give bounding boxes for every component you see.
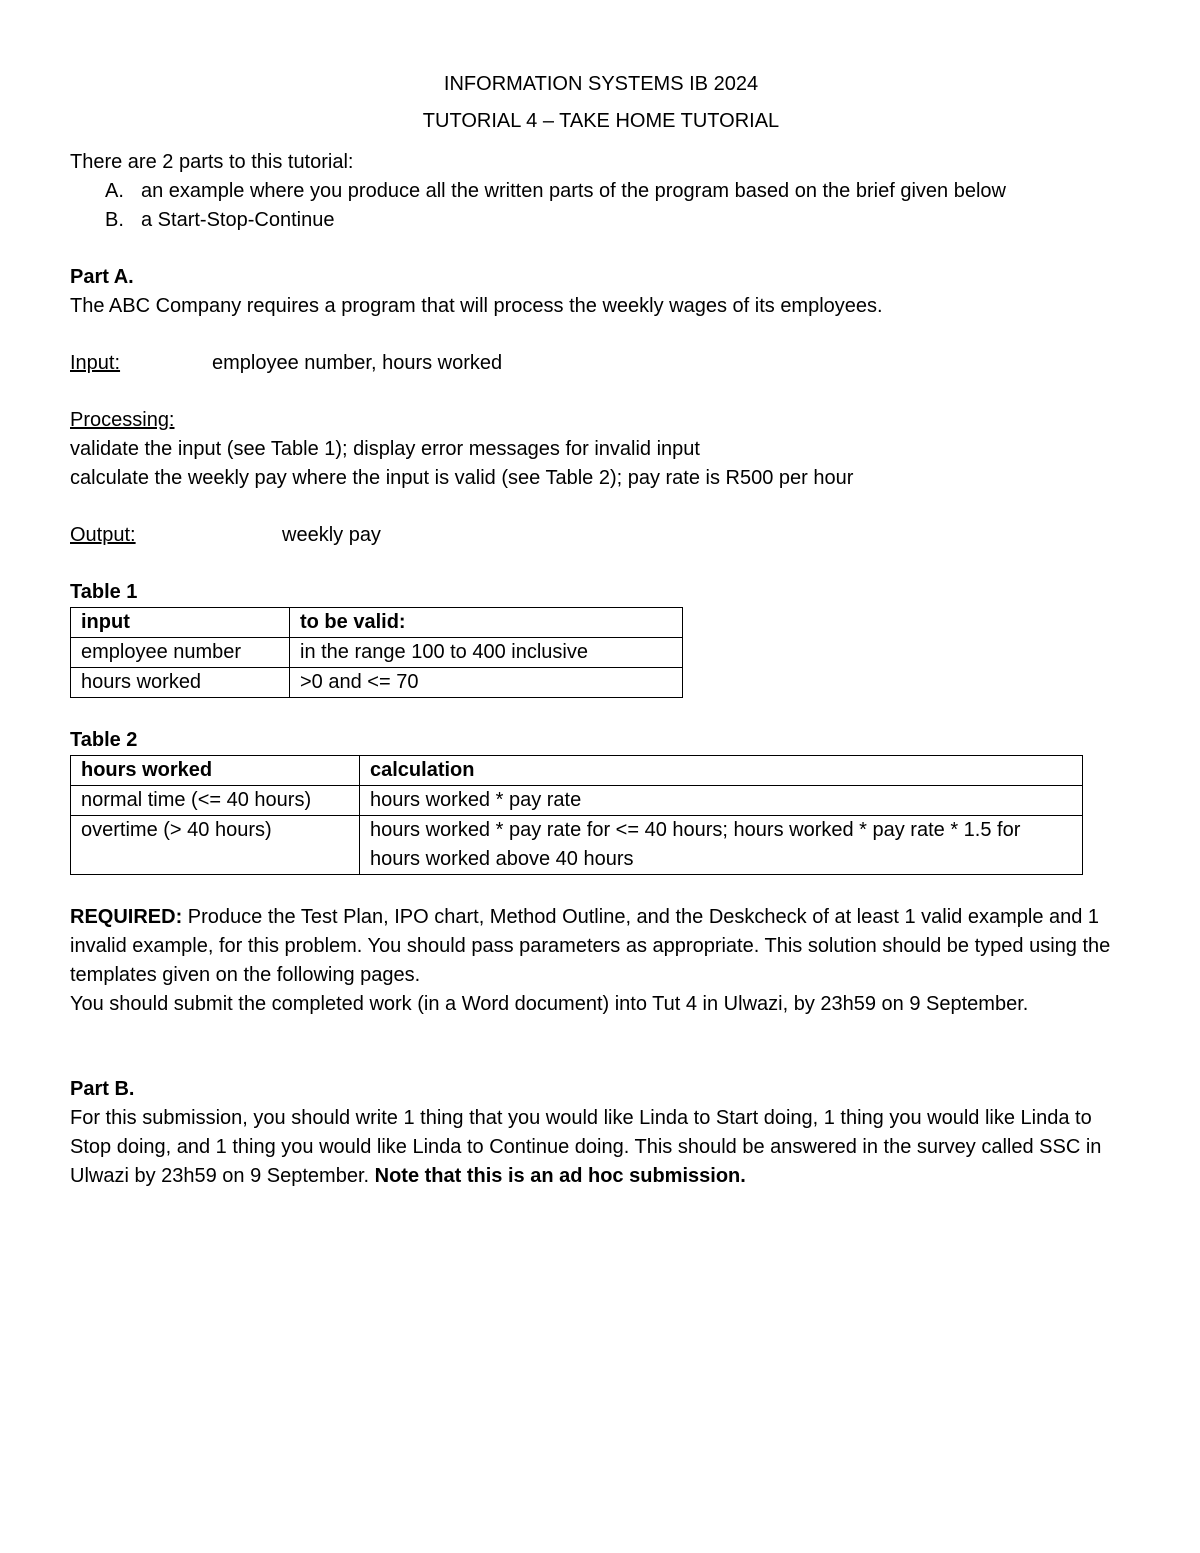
table-header-cell: hours worked	[71, 756, 360, 786]
output-line	[70, 521, 1132, 550]
required-label: REQUIRED:	[70, 906, 183, 928]
processing-label: Processing:	[70, 409, 175, 431]
parts-list	[70, 177, 1132, 235]
table-cell: in the range 100 to 400 inclusive	[290, 638, 683, 668]
list-item-text: a Start-Stop-Continue	[141, 209, 335, 231]
list-item	[105, 206, 1132, 235]
processing-line: validate the input (see Table 1); display error messages for invalid input	[70, 438, 700, 460]
table-cell: >0 and <= 70	[290, 668, 683, 698]
table2-title: Table 2	[70, 729, 138, 751]
table-cell: hours worked	[71, 668, 290, 698]
list-marker: A.	[105, 180, 124, 202]
table-row	[71, 816, 1083, 875]
list-item-text: an example where you produce all the written parts of the program based on the brief given below	[141, 180, 1006, 202]
document-page	[70, 70, 1132, 1191]
part-b-heading: Part B.	[70, 1078, 135, 1100]
input-label: Input:	[70, 352, 121, 374]
table-header-row	[71, 756, 1083, 786]
part-b-paragraph	[70, 1104, 1132, 1191]
required-text: Produce the Test Plan, IPO chart, Method Outline, and the Deskcheck of at least 1 valid example and 1 invalid example, for this problem. You should pass parameters as appropriate. This solution should be typed using the templates given on the following pages.	[70, 906, 1111, 986]
table-header-row	[71, 608, 683, 638]
table2	[70, 755, 1083, 875]
processing-line: calculate the weekly pay where the input is valid (see Table 2); pay rate is R500 per hour	[70, 467, 854, 489]
table-header-cell: to be valid:	[290, 608, 683, 638]
part-b-note: Note that this is an ad hoc submission.	[374, 1165, 746, 1187]
output-value: weekly pay	[282, 524, 381, 546]
table1	[70, 607, 683, 698]
table-row	[71, 638, 683, 668]
table-cell: hours worked * pay rate for <= 40 hours; hours worked * pay rate * 1.5 for hours worked above 40 hours	[360, 816, 1083, 875]
list-item	[105, 177, 1132, 206]
input-value: employee number, hours worked	[212, 352, 503, 374]
part-b-text: For this submission, you should write 1 thing that you would like Linda to Start doing, 1 thing you would like Linda to Stop doing, and 1 thing you would like Linda to Continue doing. This should be answered in the survey called SSC in Ulwazi by 23h59 on 9 September.	[70, 1107, 1102, 1187]
required-paragraph	[70, 903, 1132, 990]
submission-instructions: You should submit the completed work (in a Word document) into Tut 4 in Ulwazi, by 23h59 on 9 September.	[70, 993, 1029, 1015]
table-cell: employee number	[71, 638, 290, 668]
table1-title: Table 1	[70, 581, 138, 603]
table-cell: overtime (> 40 hours)	[71, 816, 360, 875]
table-cell: hours worked * pay rate	[360, 786, 1083, 816]
intro-text: There are 2 parts to this tutorial:	[70, 151, 354, 173]
table-header-cell: input	[71, 608, 290, 638]
table-cell: normal time (<= 40 hours)	[71, 786, 360, 816]
document-subtitle: TUTORIAL 4 – TAKE HOME TUTORIAL	[422, 110, 780, 132]
table-header-cell: calculation	[360, 756, 1083, 786]
table-row	[71, 786, 1083, 816]
document-title: INFORMATION SYSTEMS IB 2024	[443, 73, 759, 95]
table-row	[71, 668, 683, 698]
part-a-heading: Part A.	[70, 266, 134, 288]
input-line	[70, 349, 1132, 378]
list-marker: B.	[105, 209, 124, 231]
output-label: Output:	[70, 524, 136, 546]
part-a-description: The ABC Company requires a program that will process the weekly wages of its employees.	[70, 295, 883, 317]
